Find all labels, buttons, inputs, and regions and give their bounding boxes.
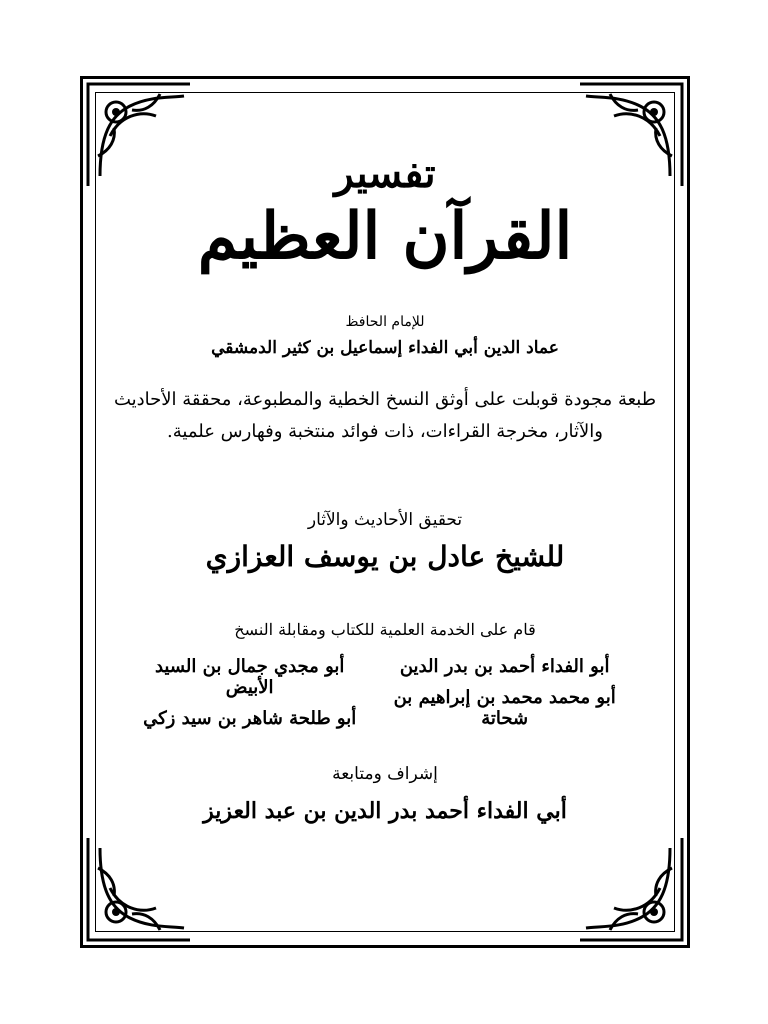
title-line-1: تفسير [334,150,436,197]
tahqiq-label: تحقيق الأحاديث والآثار [307,510,463,530]
supervision-label: إشراف ومتابعة [332,764,438,784]
tahqiq-name: للشيخ عادل بن يوسف العزازي [205,540,565,573]
contributor-name: أبو مجدي جمال بن السيد الأبيض [154,656,345,698]
contributor-name: أبو طلحة شاهر بن سيد زكي [143,708,357,729]
contributors-column-left [130,656,369,729]
service-label: قام على الخدمة العلمية للكتاب ومقابلة النسخ [234,620,536,639]
contributors-list [130,656,640,729]
contributor-name: أبو الفداء أحمد بن بدر الدين [399,656,610,677]
imam-label: للإمام الحافظ [345,314,425,330]
contributor-name: أبو محمد محمد بن إبراهيم بن شحاتة [393,687,616,729]
edition-description: طبعة مجودة قوبلت على أوثق النسخ الخطية والمطبوعة، محققة الأحاديث والآثار، مخرجة القراءات، ذات فوائد منتخبة وفهارس علمية. [113,389,657,442]
author-name: عماد الدين أبي الفداء إسماعيل بن كثير الدمشقي [211,338,559,358]
supervision-name: أبي الفداء أحمد بدر الدين بن عبد العزيز [203,798,567,824]
title-line-2: القرآن العظيم [197,199,573,274]
contributors-column-right [369,656,640,729]
corner-ornament-icon [570,828,690,948]
corner-ornament-icon [80,828,200,948]
